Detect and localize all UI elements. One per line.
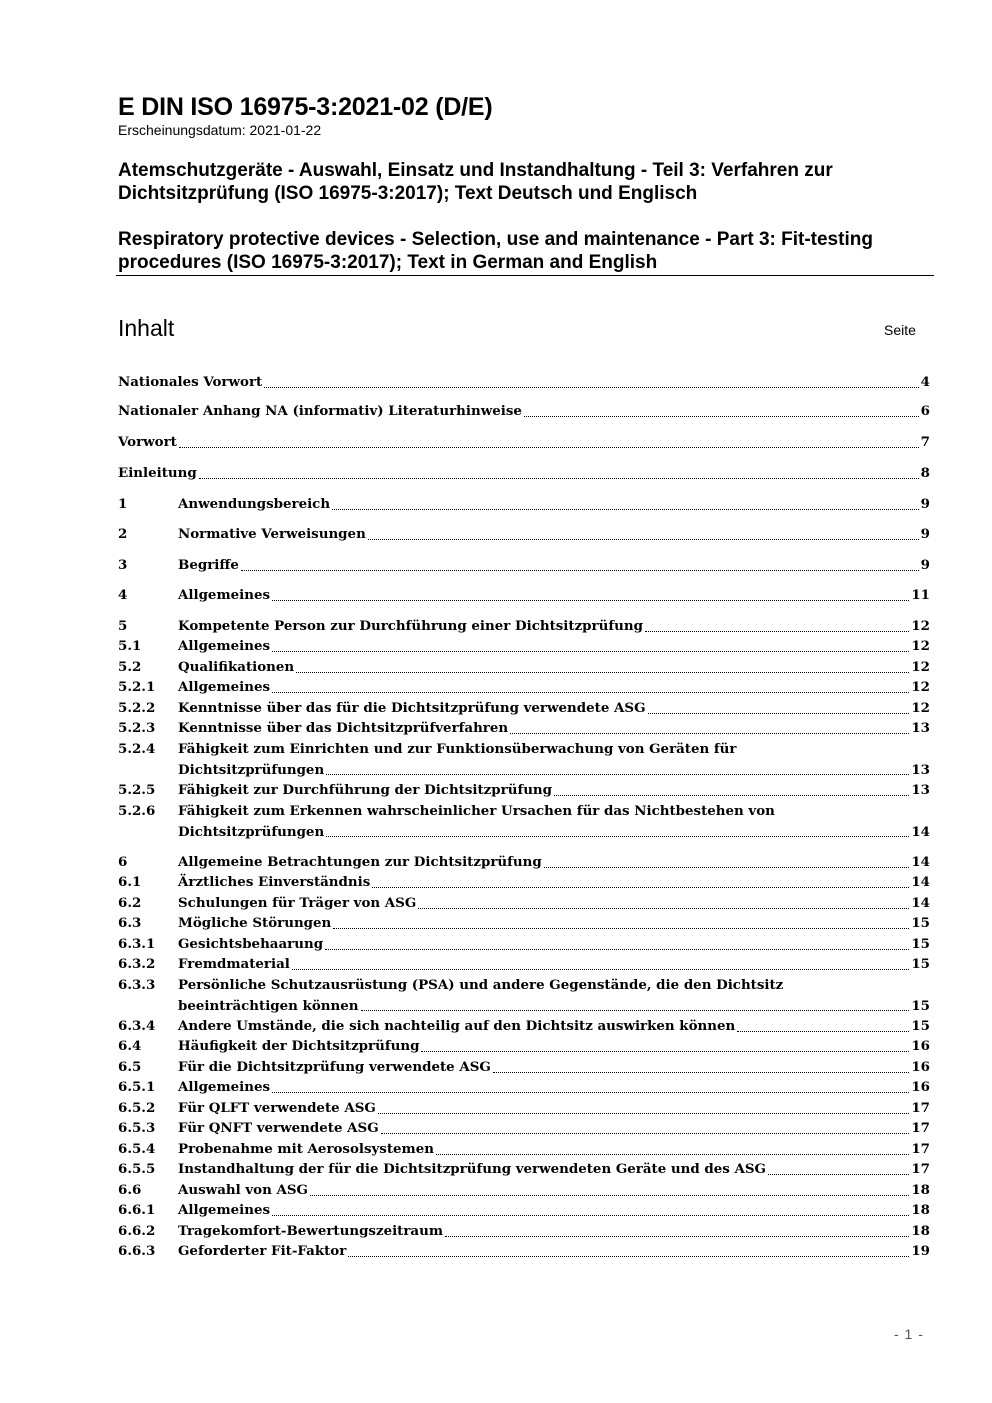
toc-dot-leader [199,478,919,479]
toc-dot-leader [372,887,909,888]
toc-entry-page: 9 [920,526,930,542]
toc-entry[interactable] [118,463,930,484]
toc-entry-number: 6.1 [118,874,142,890]
toc-entry-title: Allgemeines [178,679,271,695]
toc-dot-leader [326,836,909,837]
toc-entry-number: 6 [118,854,128,870]
toc-entry-page: 18 [911,1223,930,1239]
toc-entry-title: Probenahme mit Aerosolsystemen [178,1141,434,1157]
toc-entry[interactable] [118,1221,930,1242]
document-id: E DIN ISO 16975-3:2021-02 (D/E) [118,93,493,121]
toc-entry-title: Häufigkeit der Dichtsitzprüfung [178,1038,420,1054]
toc-entry-number: 6.6.3 [118,1243,156,1259]
toc-entry-title-line1: Fähigkeit zum Erkennen wahrscheinlicher Ursachen für das Nichtbestehen von [178,803,775,819]
toc-entry-number: 5 [118,618,128,634]
toc-dot-leader [310,1195,909,1196]
toc-entry-number: 4 [118,587,128,603]
toc-entry-title: Allgemeine Betrachtungen zur Dichtsitzprüfung [178,854,542,870]
toc-entry[interactable] [118,1118,930,1139]
toc-entry-number: 6.2 [118,895,142,911]
toc-entry[interactable] [118,1077,930,1098]
page-number: - 1 - [894,1326,924,1342]
toc-entry[interactable] [118,494,930,515]
toc-entry[interactable] [118,555,930,576]
toc-entry[interactable] [118,954,930,975]
toc-entry[interactable] [118,1241,930,1262]
toc-dot-leader [272,651,909,652]
toc-entry-page: 15 [911,997,930,1014]
toc-entry-page: 11 [911,587,930,603]
toc-entry-title: Für QLFT verwendete ASG [178,1100,376,1116]
toc-dot-leader [292,969,910,970]
toc-entry-page: 12 [911,638,930,654]
toc-entry-title: Fremdmaterial [178,956,290,972]
toc-entry-title: Für die Dichtsitzprüfung verwendete ASG [178,1059,491,1075]
toc-entry[interactable] [118,934,930,955]
toc-entry-title: Begriffe [178,557,239,573]
toc-entry-number: 6.3.1 [118,936,156,952]
toc-dot-leader [445,1236,909,1237]
toc-entry-page: 12 [911,618,930,634]
toc-dot-leader [737,1031,909,1032]
toc-entry-number: 6.5.2 [118,1100,156,1116]
toc-entry[interactable] [118,739,930,780]
toc-entry-number: 6.3.4 [118,1018,156,1034]
toc-entry-page: 9 [920,557,930,573]
toc-dot-leader [554,795,909,796]
toc-entry-number: 6.3.3 [118,977,156,993]
toc-entry-title: Kompetente Person zur Durchführung einer Dichtsitzprüfung [178,618,643,634]
toc-entry-page: 14 [911,895,930,911]
toc-entry-title: Vorwort [118,434,177,450]
toc-dot-leader [296,672,909,673]
toc-entry-title: Ärztliches Einverständnis [178,874,371,890]
toc-entry-title: Allgemeines [178,638,271,654]
toc-entry[interactable] [118,372,930,393]
toc-entry-title: Kenntnisse über das Dichtsitzprüfverfahren [178,720,509,736]
toc-entry-number: 6.5.1 [118,1079,156,1095]
toc-dot-leader [241,570,919,571]
toc-entry-number: 6.6 [118,1182,142,1198]
toc-entry[interactable] [118,585,930,606]
toc-entry-title: Allgemeines [178,1079,271,1095]
toc-dot-leader [524,416,919,417]
toc-entry-number: 1 [118,496,128,512]
toc-entry[interactable] [118,401,930,422]
toc-dot-leader [272,692,909,693]
toc-entry[interactable] [118,677,930,698]
toc-entry-number: 5.2 [118,659,142,675]
toc-entry[interactable] [118,636,930,657]
toc-entry[interactable] [118,432,930,453]
toc-dot-leader [421,1051,909,1052]
toc-entry-page: 15 [911,915,930,931]
toc-entry[interactable] [118,718,930,739]
toc-entry[interactable] [118,893,930,914]
toc-dot-leader [510,733,909,734]
toc-entry-number: 5.2.5 [118,782,156,798]
toc-entry-page: 9 [920,496,930,512]
toc-entry-page: 14 [911,874,930,890]
toc-entry-title: Qualifikationen [178,659,295,675]
toc-entry-number: 5.2.3 [118,720,156,736]
toc-entry-title: Instandhaltung der für die Dichtsitzprüfung verwendeten Geräte und des ASG [178,1161,766,1177]
toc-dot-leader [381,1133,910,1134]
toc-entry-title: Kenntnisse über das für die Dichtsitzprüfung verwendete ASG [178,700,646,716]
toc-entry[interactable] [118,801,930,842]
toc-dot-leader [493,1072,910,1073]
toc-entry[interactable] [118,1036,930,1057]
toc-entry-title: Allgemeines [178,1202,271,1218]
toc-entry-number: 6.3.2 [118,956,156,972]
toc-entry-number: 6.5.4 [118,1141,156,1157]
toc-dot-leader [361,1010,910,1011]
toc-entry-page: 12 [911,659,930,675]
toc-entry[interactable] [118,975,930,1016]
toc-dot-leader [326,774,909,775]
toc-entry[interactable] [118,913,930,934]
title-german: Atemschutzgeräte - Auswahl, Einsatz und Instandhaltung - Teil 3: Verfahren zur Dichtsitzprüfung (ISO 16975-3:2017); Text Deutsch und Englisch [118,160,833,204]
toc-entry-page: 16 [911,1059,930,1075]
publication-date: Erscheinungsdatum: 2021-01-22 [118,122,322,138]
toc-entry-page: 19 [911,1243,930,1259]
toc-entry-page: 15 [911,956,930,972]
toc-entry-page: 18 [911,1202,930,1218]
toc-entry[interactable] [118,1159,930,1180]
toc-entry-title: Mögliche Störungen [178,915,332,931]
toc-entry-title: Allgemeines [178,587,271,603]
toc-entry-page: 12 [911,700,930,716]
toc-dot-leader [333,928,909,929]
toc-entry-number: 6.5 [118,1059,142,1075]
toc-dot-leader [648,713,910,714]
toc-entry-page: 15 [911,1018,930,1034]
toc-entry-title: beeinträchtigen können [178,997,359,1014]
toc-dot-leader [368,539,919,540]
toc-entry-title-line1: Persönliche Schutzausrüstung (PSA) und andere Gegenstände, die den Dichtsitz [178,977,784,993]
toc-dot-leader [436,1154,909,1155]
toc-entry-page: 7 [920,434,930,450]
toc-entry-page: 14 [911,854,930,870]
toc-entry[interactable] [118,1180,930,1201]
toc-entry-page: 13 [911,761,930,778]
toc-entry-page: 17 [911,1120,930,1136]
toc-dot-leader [418,908,909,909]
toc-entry-page: 13 [911,720,930,736]
toc-entry-page: 16 [911,1038,930,1054]
toc-dot-leader [378,1113,910,1114]
toc-entry[interactable] [118,1139,930,1160]
toc-entry-title: Schulungen für Träger von ASG [178,895,417,911]
toc-entry[interactable] [118,524,930,545]
toc-dot-leader [272,1092,909,1093]
toc-entry[interactable] [118,698,930,719]
toc-entry-number: 2 [118,526,128,542]
toc-entry-page: 6 [920,403,930,419]
toc-entry-title: Dichtsitzprüfungen [178,823,325,840]
toc-entry-number: 5.1 [118,638,142,654]
toc-entry-page: 17 [911,1141,930,1157]
toc-entry-title: Normative Verweisungen [178,526,366,542]
toc-entry-page: 12 [911,679,930,695]
toc-entry-title: Fähigkeit zur Durchführung der Dichtsitzprüfung [178,782,553,798]
toc-entry-title: Nationaler Anhang NA (informativ) Literaturhinweise [118,403,522,419]
toc-entry-title-line1: Fähigkeit zum Einrichten und zur Funktionsüberwachung von Geräten für [178,741,737,757]
toc-entry-title: Gesichtsbehaarung [178,936,324,952]
toc-entry[interactable] [118,616,930,637]
title-divider [116,275,934,276]
toc-entry[interactable] [118,1016,930,1037]
toc-dot-leader [544,867,910,868]
toc-entry-number: 6.3 [118,915,142,931]
toc-dot-leader [325,949,909,950]
toc-entry-title: Nationales Vorwort [118,374,263,390]
toc-entry-number: 5.2.1 [118,679,156,695]
toc-entry-number: 6.5.3 [118,1120,156,1136]
toc-dot-leader [332,509,919,510]
toc-entry-title: Tragekomfort-Bewertungszeitraum [178,1223,444,1239]
toc-entry-page: 18 [911,1182,930,1198]
toc-entry[interactable] [118,1057,930,1078]
toc-entry-title: Dichtsitzprüfungen [178,761,325,778]
page-column-label: Seite [884,322,916,338]
toc-entry-number: 6.6.2 [118,1223,156,1239]
toc-entry-number: 5.2.4 [118,741,156,757]
toc-entry-number: 6.4 [118,1038,142,1054]
toc-entry-page: 13 [911,782,930,798]
toc-dot-leader [272,600,909,601]
toc-entry-page: 17 [911,1161,930,1177]
toc-entry-page: 14 [911,823,930,840]
toc-entry-number: 5.2.6 [118,803,156,819]
toc-heading: Inhalt [118,315,175,341]
toc-entry-title: Andere Umstände, die sich nachteilig auf den Dichtsitz auswirken können [178,1018,736,1034]
toc-dot-leader [768,1174,909,1175]
toc-entry-page: 4 [920,374,930,390]
toc-entry[interactable] [118,872,930,893]
toc-dot-leader [264,387,918,388]
toc-entry-title: Einleitung [118,465,197,481]
toc-entry[interactable] [118,780,930,801]
toc-entry[interactable] [118,852,930,873]
toc-dot-leader [348,1256,909,1257]
toc-entry-page: 8 [920,465,930,481]
toc-entry-page: 16 [911,1079,930,1095]
toc-entry-title: Auswahl von ASG [178,1182,308,1198]
toc-entry[interactable] [118,1098,930,1119]
title-english: Respiratory protective devices - Selection, use and maintenance - Part 3: Fit-testing procedures (ISO 16975-3:2017); Text in German and English [118,229,873,273]
toc-dot-leader [179,447,919,448]
toc-dot-leader [272,1215,909,1216]
toc-entry-number: 3 [118,557,128,573]
toc-entry-number: 6.5.5 [118,1161,156,1177]
toc-entry-number: 5.2.2 [118,700,156,716]
toc-entry-title: Geforderter Fit-Faktor [178,1243,347,1259]
toc-entry-number: 6.6.1 [118,1202,156,1218]
toc-entry-page: 17 [911,1100,930,1116]
toc-entry-title: Anwendungsbereich [178,496,331,512]
toc-dot-leader [645,631,909,632]
toc-entry[interactable] [118,1200,930,1221]
toc-entry[interactable] [118,657,930,678]
toc-entry-title: Für QNFT verwendete ASG [178,1120,379,1136]
toc-entry-page: 15 [911,936,930,952]
